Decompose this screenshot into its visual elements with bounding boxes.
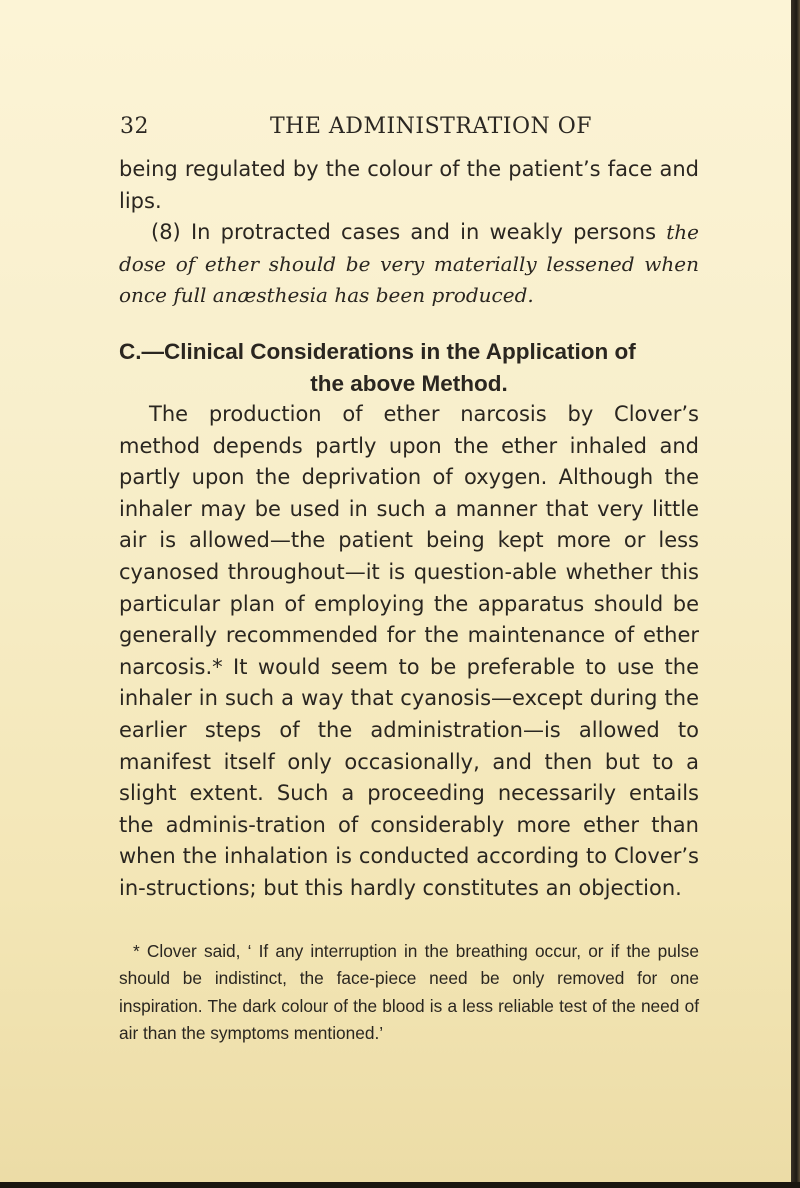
- page-number: 32: [120, 114, 149, 139]
- paragraph-2-lead: (8) In protracted cases and in weakly persons: [151, 220, 667, 244]
- section-heading: [119, 336, 699, 399]
- paragraph-2-emphasis: the dose of ether should be very materially lessened when once full anæsthesia has been produced.: [119, 220, 699, 308]
- footnote: * Clover said, ‘ If any interruption in the breathing occur, or if the pulse should be indistinct, the face-piece need be only removed for one inspiration. The dark colour of the blood is a less reliable test of the need of air than the symptoms mentioned.’: [119, 941, 699, 1044]
- page-bottom-edge: [0, 1182, 800, 1188]
- paragraph-1: being regulated by the colour of the patient’s face and lips.: [119, 157, 699, 213]
- section-heading-line-1: C.—Clinical Considerations in the Application of: [119, 339, 636, 364]
- running-head: THE ADMINISTRATION OF: [270, 114, 593, 139]
- paragraph-2: [119, 217, 699, 312]
- section-heading-line-2: the above Method.: [310, 370, 508, 396]
- paragraph-3: The production of ether narcosis by Clover’s method depends partly upon the ether inhaled and partly upon the deprivation of oxygen. Although the inhaler may be used in such a manner that very little air is allowed—the patient being kept more or less cyanosed throughout—it is question-able whether this particular plan of employing the apparatus should be generally recommended for the maintenance of ether narcosis.* It would seem to be preferable to use the inhaler in such a way that cyanosis—except during the earlier steps of the administration—is allowed to manifest itself only occasionally, and then but to a slight extent. Such a proceeding necessarily entails the adminis-tration of considerably more ether than when the inhalation is conducted according to Clover’s in-structions; but this hardly constitutes an objection.: [119, 402, 699, 900]
- page-right-edge: [791, 0, 800, 1188]
